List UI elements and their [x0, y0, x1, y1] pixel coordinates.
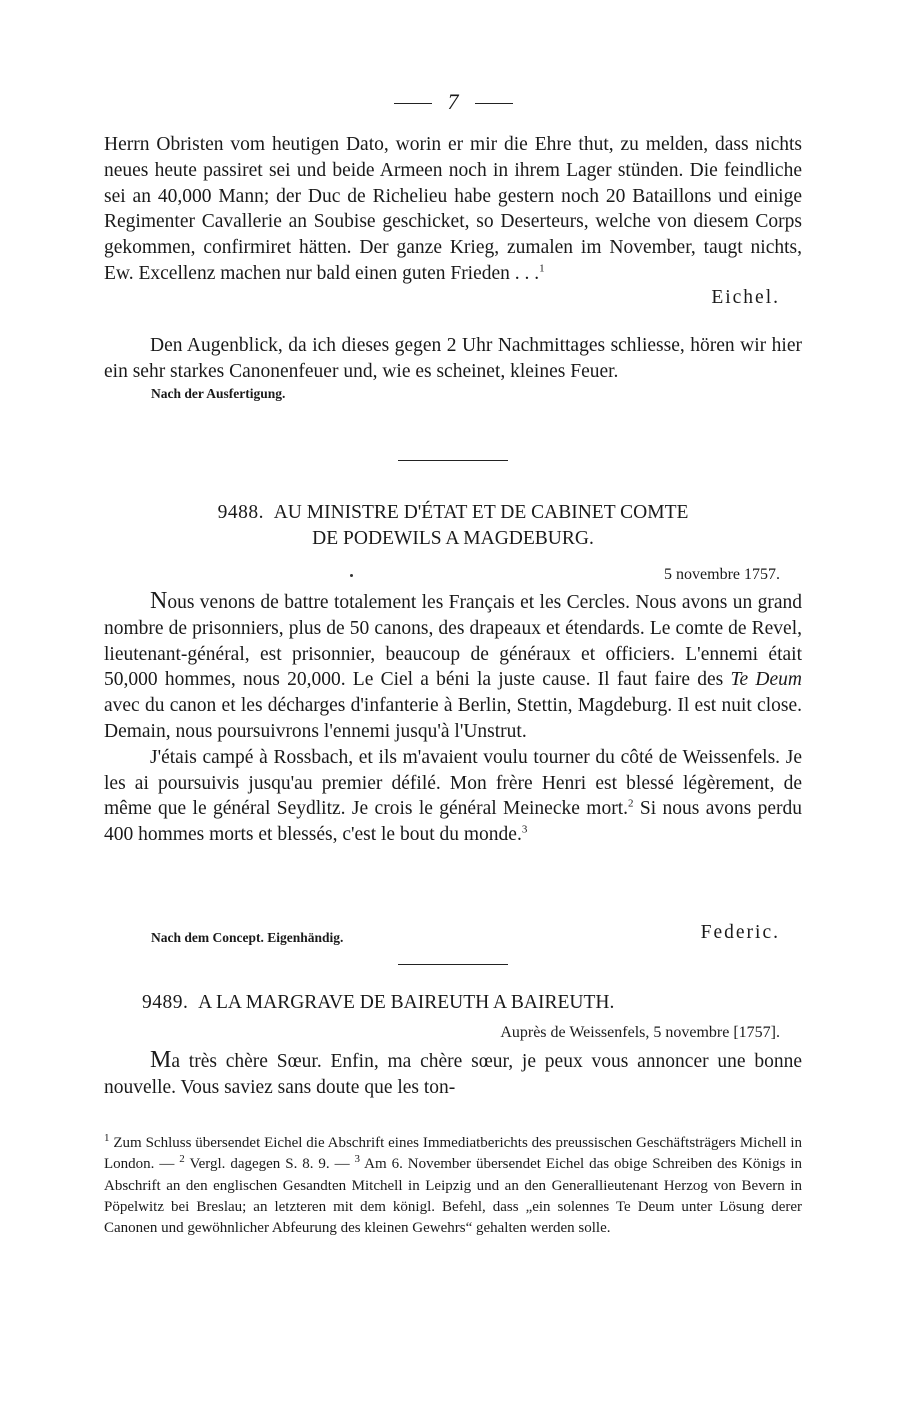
footnote-mark-3: 3 — [354, 1153, 361, 1166]
document-title-9489 — [104, 990, 802, 1016]
page-number: 7 — [447, 89, 459, 114]
footnote-ref-1: 1 — [539, 262, 545, 275]
letter-paragraph — [104, 1048, 802, 1101]
document-page — [104, 0, 802, 1404]
title-line: A LA MARGRAVE DE BAIREUTH A BAIREUTH. — [198, 992, 615, 1013]
header-dash-left — [394, 103, 432, 104]
paragraph-text: ous venons de battre totalement les Français et les Cercles. Nous avons un grand nombre de prisonniers, plus de 50 canons, des drapeaux et étendards. Le comte de Revel, lieutenant-général, est prisonnier, beaucoup de généraux et officiers. L'ennemi était 50,000 hommes, nous 20,000. Le Ciel a béni la juste cause. Il faut faire des — [104, 592, 802, 691]
page-header — [104, 88, 802, 116]
title-line-1: AU MINISTRE D'ÉTAT ET DE CABINET COMTE — [273, 502, 689, 523]
continuation-text: Herrn Obristen vom heutigen Dato, worin er mir die Ehre thut, zu melden, dass nichts neues heute passiret sei und beide Armeen noch in ihrem Lager stünden. Die feindliche sei an 40,000 Mann; der Duc de Richelieu habe gestern noch 20 Bataillons und einige Regimenter Cavallerie an Soubise geschicket, so Deserteurs, welche von diesem Corps gekommen, confirmiret hätten. Der ganze Krieg, zumalen im November, taugt nichts, Ew. Excellenz machen nur bald einen guten Frieden . . . — [104, 134, 802, 284]
footnote-mark-2: 2 — [179, 1153, 185, 1166]
section-divider — [398, 460, 508, 461]
document-9488-body — [104, 564, 802, 848]
source-signature-row — [104, 922, 802, 948]
italic-text: Te Deum — [730, 669, 802, 691]
footnote-ref-3: 3 — [521, 823, 528, 836]
document-9489 — [104, 990, 802, 1100]
initial-letter: M — [150, 1046, 172, 1073]
document-title-9488 — [104, 500, 802, 552]
footnote-mark-1: 1 — [104, 1132, 110, 1144]
header-dash-right — [475, 103, 513, 104]
date-line: 5 novembre 1757. — [664, 566, 780, 583]
section-divider — [398, 964, 508, 965]
document-number: 9488. — [217, 502, 264, 523]
continuation-block — [104, 132, 802, 402]
initial-letter: N — [150, 588, 168, 614]
document-9488 — [104, 500, 802, 552]
source-note: Nach dem Concept. Eigenhändig. — [151, 930, 344, 945]
source-note: Nach der Ausfertigung. — [151, 386, 286, 402]
paragraph-text-end: avec du canon et les décharges d'infanterie à Berlin, Stettin, Magdeburg. Il est nuit close. Demain, nous poursuivrons l'ennemi jusqu'à l'Unstrut. — [104, 695, 802, 742]
postscript-paragraph: Den Augenblick, da ich dieses gegen 2 Uhr Nachmittages schliesse, hören wir hier ein sehr starkes Canonenfeuer und, wie es scheinet, kleines Feuer. — [104, 334, 802, 382]
title-line-2: DE PODEWILS A MAGDEBURG. — [312, 527, 594, 549]
continuation-paragraph — [104, 132, 802, 287]
footnotes — [104, 1133, 802, 1239]
footnote-3: Am 6. November übersendet Eichel das obige Schreiben des Königs in Abschrift an den englischen Gesandten Mitchell in Leipzig und an den Generallieutenant Herzog von Bevern in Pöpelwitz bei Breslau; an letzteren mit dem königl. Befehl, dass „ein solennes Te Deum unter Lösung derer Canonen und gewöhnlicher Abfeurung des kleinen Gewehrs“ gehalten werden solle. — [104, 1156, 803, 1237]
paragraph-text: J'étais campé à Rossbach, et ils m'avaient voulu tourner du côté de Weissenfels. Je les ai poursuivis jusqu'au premier défilé. Mon frère Henri est blessé légèrement, de même que le général Seydlitz. Je crois le général Meinecke mort. — [104, 746, 802, 820]
document-number: 9489. — [142, 992, 189, 1013]
footnote-ref-2: 2 — [627, 797, 634, 810]
footnote-1: Zum Schluss übersendet Eichel die Abschrift eines Immediatberichts des preussischen Geschäftsträgers Michell in London. — — [104, 1135, 803, 1173]
letter-paragraph-2 — [104, 745, 802, 848]
paragraph-text: a très chère Sœur. Enfin, ma chère sœur, je peux vous annoncer une bonne nouvelle. Vous saviez sans doute que les ton- — [104, 1050, 802, 1098]
signature-federic: Federic. — [700, 922, 780, 943]
signature-eichel: Eichel. — [711, 286, 780, 308]
place-date-line: Auprès de Weissenfels, 5 novembre [1757]. — [500, 1023, 780, 1041]
paragraph-text-end: Si nous avons perdu 400 hommes morts et blessés, c'est le bout du monde. — [104, 798, 803, 846]
footnote-text — [104, 1133, 802, 1239]
letter-paragraph-1 — [104, 589, 802, 745]
footnote-2: Vergl. dagegen S. 8. 9. — — [189, 1156, 350, 1173]
